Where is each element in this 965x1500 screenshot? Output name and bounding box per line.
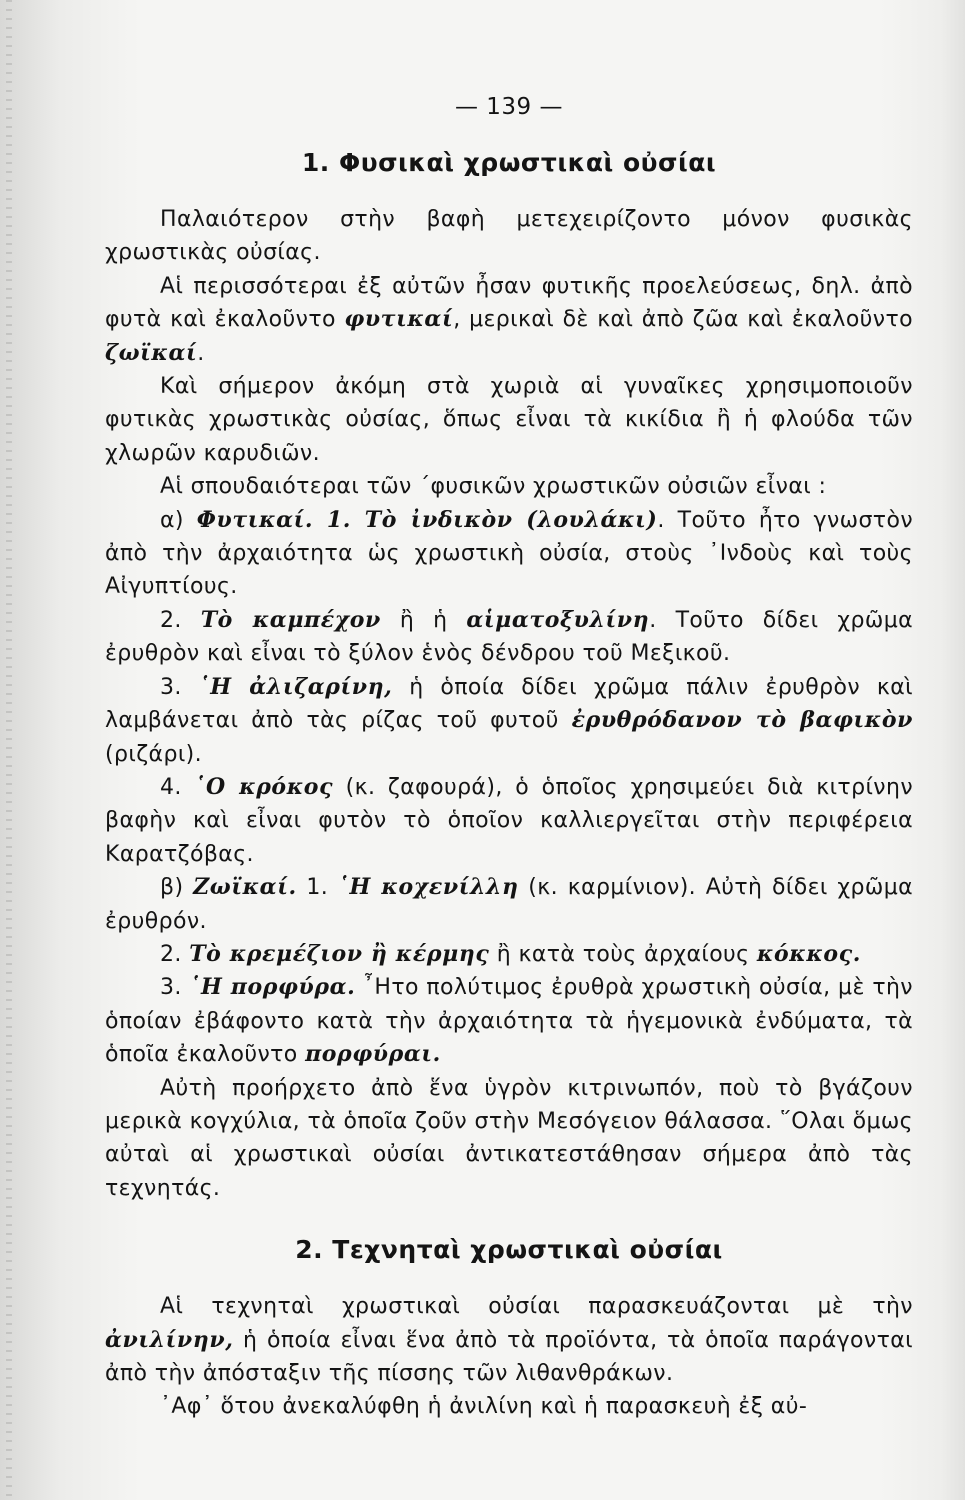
paragraph-text: Καὶ σήμερον ἀκόμη στὰ χωριὰ αἱ γυναῖκες χρησιμοποιοῦν φυτικὰς χρωστικὰς οὐσίας, ὅπως εἶναι τὰ κικίδια ἢ ἡ φλούδα τῶν χλωρῶν καρυδιῶν. [105,374,913,466]
paragraph [105,270,913,370]
paragraph [105,971,913,1071]
binding-edge [6,0,12,1500]
paragraph [105,1072,913,1206]
paragraph-text: (κ. ζαφουρά), ὁ ὁποῖος χρησιμεύει διὰ κιτρίνην βαφὴν καὶ εἶναι φυτὸν τὸ ὁποῖον καλλιεργεῖται στὴν περιφέρεια Καρατζόβας. [105,774,914,867]
emphasized-term: Τὸ κρεμέζιον ἢ κέρμης [189,940,490,967]
paragraph-text: . [197,340,205,366]
section-heading-natural-dyes: 1. Φυσικαὶ χρωστικαὶ οὐσίαι [301,148,717,177]
paragraph-text: ῏Ητο πολύτιμος ἐρυθρὰ χρωστικὴ οὐσία, μὲ τὴν ὁποίαν ἐβάφοντο κατὰ τὴν ἀρχαιότητα τὰ ἡγεμονικὰ ἐνδύματα, τὰ ὁποῖα ἐκαλοῦντο [105,975,913,1068]
emphasized-term: ζωϊκαί [105,339,198,366]
paragraph-text: Αἱ περισσότεραι ἐξ αὐτῶν ἦσαν φυτικῆς προελεύσεως, δηλ. ἀπὸ φυτὰ καὶ ἐκαλοῦντο [105,273,913,333]
paragraph [105,871,913,938]
emphasized-term: ῾Η κοχενίλλη [337,874,519,901]
emphasized-term: Τὸ καμπέχον [200,606,381,633]
emphasized-term: Φυτικαί. 1. Τὸ ἰνδικὸν (λουλάκι) [196,506,658,533]
emphasized-term: ῾Η ἀλιζαρίνη, [198,673,393,700]
paragraph-text: ἢ ἡ [380,607,467,633]
paragraph-text: Αὐτὴ προήρχετο ἀπὸ ἕνα ὑγρὸν κιτρινωπόν, ποὺ τὸ βγάζουν μερικὰ κογχύλια, τὰ ὁποῖα ζοῦν στὴν Μεσόγειον θάλασσα. ῞Ολαι ὅμως αὐταὶ αἱ χρωστικαὶ οὐσίαι ἀντικατεστάθησαν σήμερα ἀπὸ τὰς τεχνητάς. [105,1075,913,1201]
emphasized-term: Ζωϊκαί. [193,874,297,901]
emphasized-term: ῾Η πορφύρα. [189,974,356,1001]
paragraph-text: (κ. καρμίνιον). Αὐτὴ δίδει χρῶμα ἐρυθρόν. [105,875,914,934]
paragraph-text: Αἱ τεχνηταὶ χρωστικαὶ οὐσίαι παρασκευάζονται μὲ τὴν [160,1294,913,1320]
paragraph [105,1290,913,1390]
paragraph-text: 3. [160,674,199,700]
paragraph-text: Αἱ σπουδαιότεραι τῶν ˊφυσικῶν χρωστικῶν οὐσιῶν εἶναι : [160,474,827,500]
paragraph-text: 2. [160,941,190,967]
section-heading-synthetic-dyes: 2. Τεχνηταὶ χρωστικαὶ οὐσίαι [295,1235,723,1265]
paragraph-text: . Τοῦτο ἦτο γνωστὸν ἀπὸ τὴν ἀρχαιότητα ὡς χρωστικὴ οὐσία, στοὺς ᾿Ινδοὺς καὶ τοὺς Αἰγυπτίους. [105,507,914,600]
paragraph [105,504,913,604]
paragraph-text: α) [160,507,197,533]
paragraph [105,470,913,503]
paragraph [105,370,913,470]
paragraph-text: ἡ ὁποία εἶναι ἕνα ἀπὸ τὰ προϊόντα, τὰ ὁποῖα παράγονται ἀπὸ τὴν ἀπόσταξιν τῆς πίσσης τῶν λιθανθράκων. [105,1327,913,1386]
paragraph-text: 3. [160,975,190,1001]
emphasized-term: κόκκος. [756,940,861,967]
paragraph [105,671,913,771]
paragraph-text: ἡ ὁποία δίδει χρῶμα πάλιν ἐρυθρὸν καὶ λαμβάνεται ἀπὸ τὰς ρίζας τοῦ φυτοῦ [105,674,914,734]
paragraph-text: , μερικαὶ δὲ καὶ ἀπὸ ζῶα καὶ ἐκαλοῦντο [453,307,913,333]
paragraph [105,1390,913,1423]
section-body-natural-dyes [105,203,913,1205]
emphasized-term: ἐρυθρόδανον τὸ βαφικὸν [571,707,913,734]
page-number: — 139 — [454,94,564,120]
paragraph [105,203,913,270]
emphasized-term: ῾Ο κρόκος [194,773,334,800]
paragraph-text: β) [160,875,194,901]
paragraph-text: ᾿Αφ᾿ ὅτου ἀνεκαλύφθη ἡ ἀνιλίνη καὶ ἡ παρασκευὴ ἐξ αὐ- [160,1394,808,1420]
paragraph-text: ἢ κατὰ τοὺς ἀρχαίους [489,941,757,967]
paragraph-text: 2. [160,607,201,633]
paragraph [105,771,913,871]
paragraph-text: 4. [160,774,195,800]
emphasized-term: ἀνιλίνην, [105,1326,234,1353]
paragraph-text: . Τοῦτο δίδει χρῶμα ἐρυθρὸν καὶ εἶναι τὸ ξύλον ἑνὸς δένδρου τοῦ Μεξικοῦ. [105,607,914,667]
section-body-synthetic-dyes [105,1290,913,1424]
emphasized-term: φυτικαί [344,306,454,333]
emphasized-term: πορφύραι. [305,1041,441,1068]
text-column [105,88,913,1424]
paragraph [105,938,913,971]
paragraph-text: 1. [296,875,338,901]
paragraph [105,604,913,671]
paragraph-text: (ριζάρι). [105,741,203,767]
emphasized-term: αἱματοξυλίνη [466,606,650,633]
paragraph-text: Παλαιότερον στὴν βαφὴ μετεχειρίζοντο μόνον φυσικὰς χρωστικὰς οὐσίας. [105,207,913,266]
